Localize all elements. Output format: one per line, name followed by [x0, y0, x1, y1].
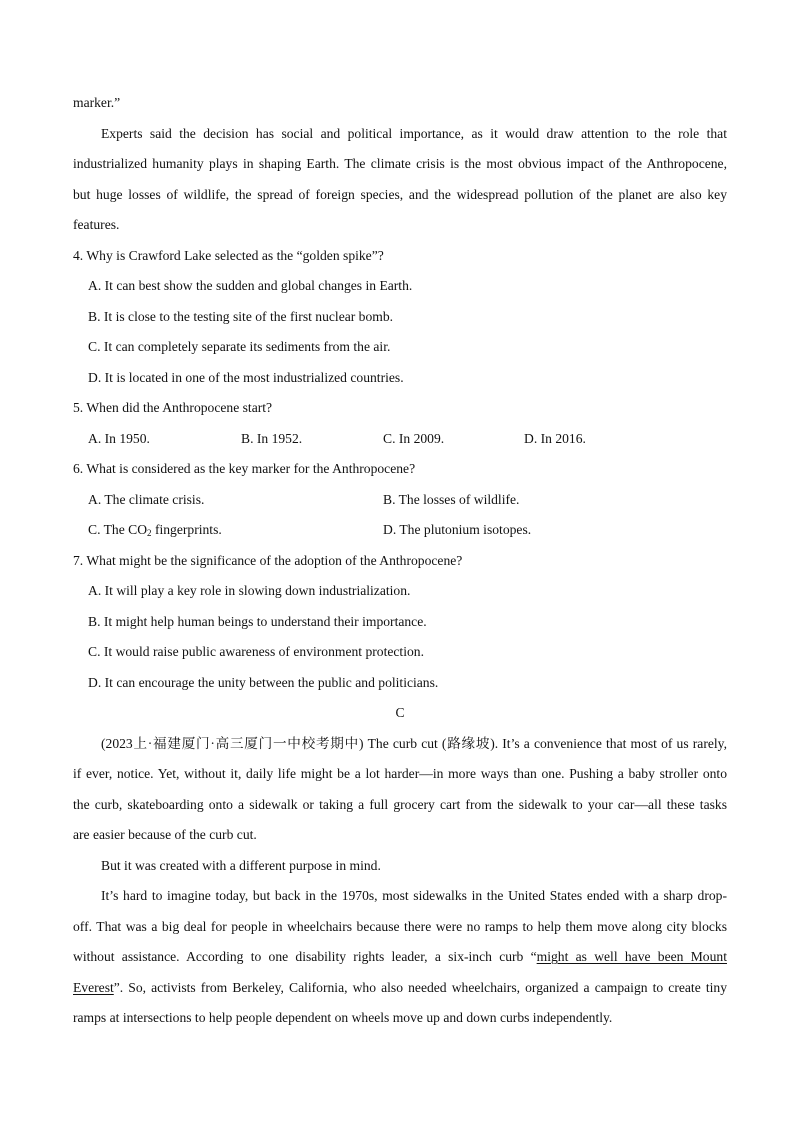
underlined-phrase: Everest: [73, 979, 114, 995]
option-a: A. It can best show the sudden and global changes in Earth.: [88, 278, 413, 293]
option-a: A. In 1950.: [88, 430, 150, 446]
paragraph-line: off. That was a big deal for people in wheelchairs because there were no ramps to help them move along city blocks: [73, 918, 727, 934]
options-row: [73, 485, 727, 516]
question-stem: 4. Why is Crawford Lake selected as the “golden spike”?: [73, 247, 384, 263]
options-row: [73, 424, 727, 455]
option-a: A. The climate crisis.: [88, 491, 205, 507]
subscript: 2: [147, 528, 152, 538]
option-c: C. In 2009.: [383, 430, 445, 446]
option-d: D. The plutonium isotopes.: [383, 522, 532, 537]
question-stem: 6. What is considered as the key marker for the Anthropocene?: [73, 461, 416, 476]
document-page: [73, 88, 727, 1034]
paragraph-line: [73, 973, 727, 1004]
option-b: B. In 1952.: [241, 430, 303, 446]
option-a: A. It will play a key role in slowing down industrialization.: [88, 583, 411, 598]
paragraph-line: features.: [73, 217, 120, 232]
underlined-phrase: might as well have been Mount: [536, 949, 727, 964]
option-b: B. It is close to the testing site of the first nuclear bomb.: [88, 308, 394, 324]
paragraph-line: It’s hard to imagine today, but back in the 1970s, most sidewalks in the United States ended with a sharp drop-: [101, 888, 727, 903]
option-c: C. It can completely separate its sediments from the air.: [88, 339, 391, 354]
paragraph-line: industrialized humanity plays in shaping Earth. The climate crisis is the most obvious impact of the Anthropocene,: [73, 156, 727, 171]
option-c: [88, 515, 222, 546]
option-d: D. It is located in one of the most industrialized countries.: [88, 369, 404, 385]
question-stem: 5. When did the Anthropocene start?: [73, 400, 273, 415]
option-b: B. The losses of wildlife.: [383, 491, 520, 507]
paragraph-1970s: [73, 881, 727, 1034]
continuation-text: marker.”: [73, 95, 121, 110]
option-d: D. It can encourage the unity between the public and politicians.: [88, 674, 439, 690]
paragraph-line: are easier because of the curb cut.: [73, 827, 257, 842]
option-c-text: C. The CO: [88, 522, 148, 537]
paragraph-line: Experts said the decision has social and political importance, as it would draw attention to the role that: [101, 125, 727, 141]
paragraph-text: without assistance. According to one disability rights leader, a six-inch curb “: [73, 949, 537, 964]
option-c: C. It would raise public awareness of environment protection.: [88, 644, 424, 659]
question-stem: 7. What might be the significance of the adoption of the Anthropocene?: [73, 552, 463, 568]
paragraph-line: [73, 942, 727, 973]
paragraph-line: ramps at intersections to help people dependent on wheels move up and down curbs independently.: [73, 1010, 613, 1025]
paragraph-experts: [73, 119, 727, 241]
question-5: [73, 393, 727, 454]
question-7: [73, 546, 727, 699]
paragraph-line: but huge losses of wildlife, the spread of foreign species, and the widespread pollution of the planet are also key: [73, 186, 727, 202]
option-c-text: fingerprints.: [151, 522, 222, 537]
paragraph-purpose: But it was created with a different purpose in mind.: [101, 857, 381, 873]
options-row: [73, 515, 727, 546]
paragraph-curb-cut: [73, 729, 727, 851]
paragraph-text: ”. So, activists from Berkeley, California, who also needed wheelchairs, organized a campaign to create tiny: [113, 979, 727, 995]
option-d: D. In 2016.: [524, 430, 586, 446]
section-label: C: [395, 705, 405, 720]
paragraph-line: if ever, notice. Yet, without it, daily life might be a lot harder—in more ways than one. Pushing a baby stroller onto: [73, 766, 727, 781]
question-4: [73, 241, 727, 394]
paragraph-line: the curb, skateboarding onto a sidewalk or taking a full grocery cart from the sidewalk to your car—all these tasks: [73, 796, 727, 812]
paragraph-line: (2023上·福建厦门·高三厦门一中校考期中) The curb cut (路缘坡). It’s a convenience that most of us rarely,: [101, 735, 727, 751]
option-b: B. It might help human beings to understand their importance.: [88, 613, 427, 629]
question-6: [73, 454, 727, 546]
